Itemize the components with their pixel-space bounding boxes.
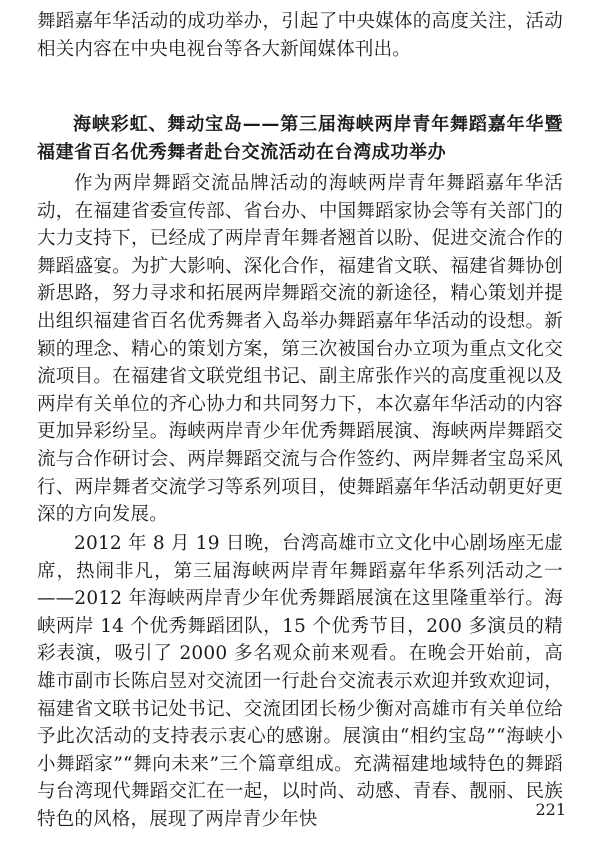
continuation-paragraph: 舞蹈嘉年华活动的成功举办，引起了中央媒体的高度关注，活动相关内容在中央电视台等各大新闻媒体刊出。 <box>37 11 563 60</box>
body-paragraph: 作为两岸舞蹈交流品牌活动的海峡两岸青年舞蹈嘉年华活动，在福建省委宣传部、省台办、中国舞蹈家协会等有关部门的大力支持下，已经成了两岸青年舞者翘首以盼、促进交流合作的舞蹈盛宴。为扩大影响、深化合作，福建省文联、福建省舞协创新思路，努力寻求和拓展两岸舞蹈交流的新途径，精心策划并提出组织福建省百名优秀舞者入岛举办舞蹈嘉年华活动的设想。新颖的理念、精心的策划方案，第三次被国台办立项为重点文化交流项目。在福建省文联党组书记、副主席张作兴的高度重视以及两岸有关单位的齐心协力和共同努力下，本次嘉年华活动的内容更加异彩纷呈。海峡两岸青少年优秀舞蹈展演、海峡两岸舞蹈交流与合作研讨会、两岸舞蹈交流与合作签约、两岸舞者宝岛采风行、两岸舞者交流学习等系列项目，使舞蹈嘉年华活动朝更好更深的方向发展。 <box>37 173 563 526</box>
body-paragraph: 2012 年 8 月 19 日晚，台湾高雄市立文化中心剧场座无虚席，热闹非凡，第三届海峡两岸青年舞蹈嘉年华系列活动之一——2012 年海峡两岸青少年优秀舞蹈展演在这里隆重举行。海峡两岸 14 个优秀舞蹈团队，15 个优秀节目，200 多演员的精彩表演，吸引了 2000 多名观众前来观看。在晚会开始前，高雄市副市长陈启昱对交流团一行赴台交流表示欢迎并致欢迎词，福建省文联书记处书记、交流团团长杨少衡对高雄市有关单位给予此次活动的支持表示衷心的感谢。展演由“相约宝岛”“海峡小小舞蹈家”“舞向未来”三个篇章组成。充满福建地域特色的舞蹈与台湾现代舞蹈交汇在一起，以时尚、动感、青春、靓丽、民族特色的风格，展现了两岸青少年快 <box>37 533 563 830</box>
page-number: 221 <box>535 800 566 819</box>
section-heading: 海峡彩虹、舞动宝岛——第三届海峡两岸青年舞蹈嘉年华暨福建省百名优秀舞者赴台交流活动在台湾成功举办 <box>37 114 563 163</box>
